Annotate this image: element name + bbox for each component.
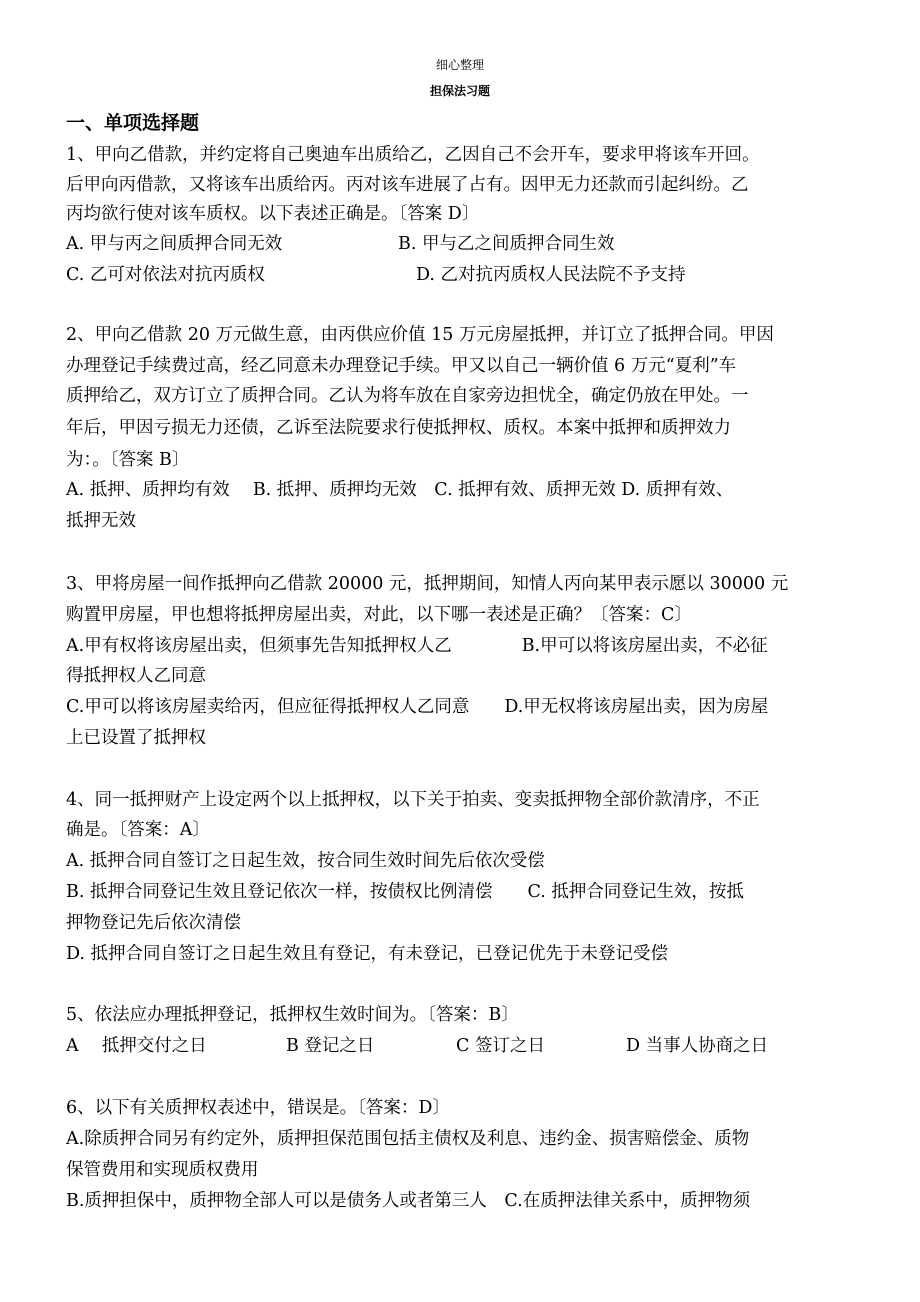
q1-option-b: B. 甲与乙之间质押合同生效 bbox=[398, 234, 615, 254]
q2-stem-line: 年后，甲因亏损无力还债，乙诉至法院要求行使抵押权、质权。本案中抵押和质押效力 bbox=[66, 418, 731, 438]
q6-option-line: 保管费用和实现质权费用 bbox=[66, 1160, 259, 1180]
q1-option-d: D. 乙对抗丙质权人民法院不予支持 bbox=[416, 265, 686, 285]
q6-stem-line: 6、以下有关质押权表述中，错误是。〔答案：D〕 bbox=[66, 1098, 450, 1118]
document-title: 担保法习题 bbox=[429, 84, 490, 98]
q1-option-c: C. 乙可对依法对抗丙质权 bbox=[66, 265, 265, 285]
q3-option-line: 得抵押权人乙同意 bbox=[66, 666, 206, 686]
q3-stem-line: 购置甲房屋，甲也想将抵押房屋出卖，对此，以下哪一表述是正确？〔答案：C〕 bbox=[66, 605, 692, 625]
q4-stem-line: 4、同一抵押财产上设定两个以上抵押权，以下关于拍卖、变卖抵押物全部价款清序，不正 bbox=[66, 790, 760, 810]
q2-options-line: A. 抵押、质押均有效 B. 抵押、质押均无效 C. 抵押有效、质押无效 D. 质押有效、 bbox=[66, 480, 734, 500]
q3-option-line: C.甲可以将该房屋卖给丙，但应征得抵押权人乙同意 D.甲无权将该房屋出卖，因为房屋 bbox=[66, 697, 769, 717]
q4-option-line: A. 抵押合同自签订之日起生效，按合同生效时间先后依次受偿 bbox=[66, 851, 545, 871]
q5-option-c: C 签订之日 bbox=[456, 1036, 545, 1056]
q1-option-a: A. 甲与丙之间质押合同无效 bbox=[66, 234, 283, 254]
section-heading: 一、单项选择题 bbox=[66, 112, 200, 134]
q2-options-line: 抵押无效 bbox=[66, 511, 136, 531]
q5-option-a: A 抵押交付之日 bbox=[66, 1036, 207, 1056]
q4-stem-line: 确是。〔答案：A〕 bbox=[66, 820, 210, 840]
q2-stem-line: 办理登记手续费过高，经乙同意未办理登记手续。甲又以自己一辆价值 6 万元“夏利”车 bbox=[66, 356, 737, 376]
q4-option-line: B. 抵押合同登记生效且登记依次一样，按债权比例清偿 C. 抵押合同登记生效，按抵 bbox=[66, 882, 744, 902]
q2-stem-line: 2、甲向乙借款 20 万元做生意，由丙供应价值 15 万元房屋抵押，并订立了抵押合同。甲因 bbox=[66, 325, 774, 345]
q3-option-line: A.甲有权将该房屋出卖，但须事先告知抵押权人乙 B.甲可以将该房屋出卖，不必征 bbox=[66, 636, 768, 656]
q2-stem-line: 为：。〔答案 B〕 bbox=[66, 450, 190, 470]
q5-option-b: B 登记之日 bbox=[286, 1036, 375, 1056]
q1-stem-line: 1、甲向乙借款，并约定将自己奥迪车出质给乙，乙因自己不会开车，要求甲将该车开回。 bbox=[66, 145, 760, 165]
q1-stem-line: 后甲向丙借款，又将该车出质给丙。丙对该车进展了占有。因甲无力还款而引起纠纷。乙 bbox=[66, 175, 749, 195]
q3-stem-line: 3、甲将房屋一间作抵押向乙借款 20000 元，抵押期间，知情人丙向某甲表示愿以 30000 元 bbox=[66, 574, 789, 594]
q3-option-line: 上已设置了抵押权 bbox=[66, 728, 206, 748]
q4-option-line: D. 抵押合同自签订之日起生效且有登记，有未登记，已登记优先于未登记受偿 bbox=[66, 944, 669, 964]
q6-option-line: B.质押担保中，质押物全部人可以是债务人或者第三人 C.在质押法律关系中，质押物须 bbox=[66, 1191, 751, 1211]
q5-stem-line: 5、依法应办理抵押登记，抵押权生效时间为。〔答案：B〕 bbox=[66, 1005, 519, 1025]
q6-option-line: A.除质押合同另有约定外，质押担保范围包括主债权及利息、违约金、损害赔偿金、质物 bbox=[66, 1129, 750, 1149]
header-label: 细心整理 bbox=[435, 58, 484, 72]
q5-option-d: D 当事人协商之日 bbox=[626, 1036, 769, 1056]
q1-stem-line: 丙均欲行使对该车质权。以下表述正确是。〔答案 D〕 bbox=[66, 204, 480, 224]
q4-option-line: 押物登记先后依次清偿 bbox=[66, 913, 241, 933]
q2-stem-line: 质押给乙，双方订立了质押合同。乙认为将车放在自家旁边担忧全，确定仍放在甲处。一 bbox=[66, 386, 749, 406]
